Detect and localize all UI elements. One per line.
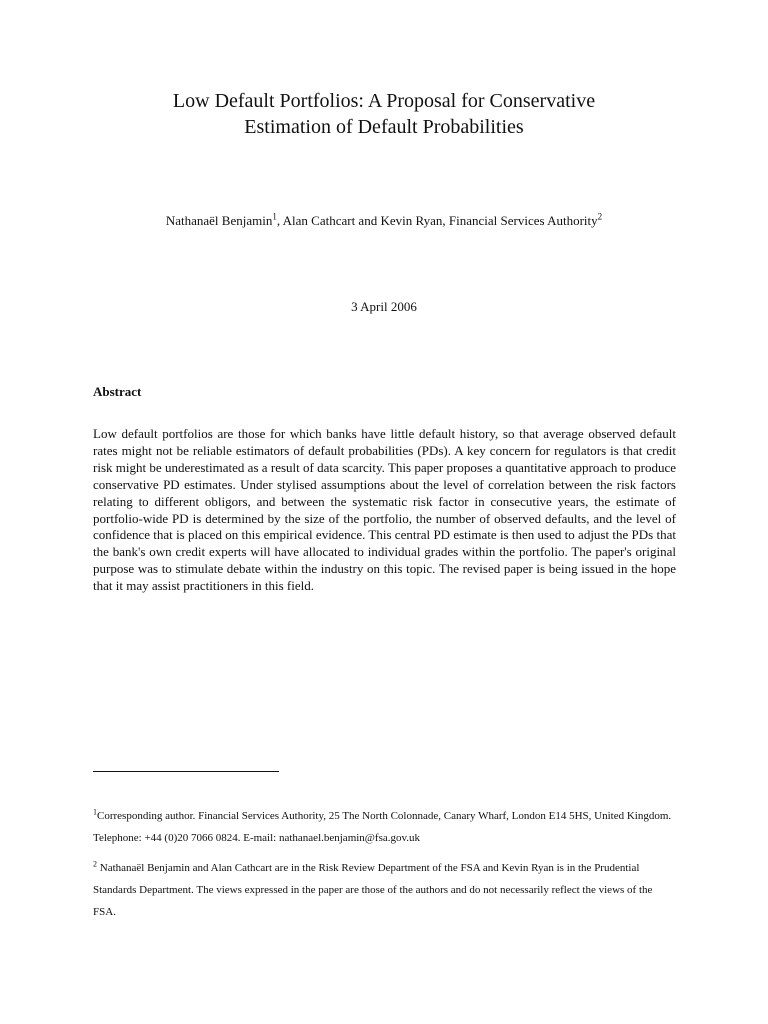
title-line-1: Low Default Portfolios: A Proposal for Conservative <box>172 90 596 112</box>
footnote-1-text: Corresponding author. Financial Services Authority, 25 The North Colonnade, Canary Wharf, London E14 5HS, United Kingdom. Telephone: +44 (0)20 7066 0824. E-mail: nathanael.benjamin@fsa.gov.uk <box>93 810 672 844</box>
footnote-mark-1: 1 <box>272 211 277 222</box>
abstract-heading: Abstract <box>93 384 142 399</box>
footnote-2-mark: 2 <box>93 859 97 869</box>
footnote-2-text: Nathanaël Benjamin and Alan Cathcart are in the Risk Review Department of the FSA and Kevin Ryan is in the Prudential Standards Department. The views expressed in the paper are those of the authors and do not necessarily reflect the views of the FSA. <box>93 862 653 918</box>
footnote-1-mark: 1 <box>93 807 97 817</box>
title-line-2: Estimation of Default Probabilities <box>244 116 524 138</box>
footnote-2 <box>93 857 676 923</box>
other-authors: , Alan Cathcart and Kevin Ryan, Financial Services Authority <box>276 213 598 228</box>
author-line <box>60 212 708 230</box>
paper-title <box>60 88 708 140</box>
abstract-body: Low default portfolios are those for which banks have little default history, so that average observed default rates might not be reliable estimators of default probabilities (PDs). A key concern for regulators is that credit risk might be underestimated as a result of data scarcity. This paper proposes a quantitative approach to produce conservative PD estimates. Under stylised assumptions about the level of correlation between the risk factors relating to different obligors, and between the systematic risk factor in consecutive years, the estimate of portfolio-wide PD is determined by the size of the portfolio, the number of observed defaults, and the level of confidence that is placed on this empirical evidence. This central PD estimate is then used to adjust the PDs that the bank's own credit experts will have allocated to individual grades within the portfolio. The paper's original purpose was to stimulate debate within the industry on this topic. The revised paper is being issued in the hope that it may assist practitioners in this field. <box>93 426 676 594</box>
publication-date: 3 April 2006 <box>351 299 417 314</box>
footnote-separator <box>93 771 279 772</box>
author-1: Nathanaël Benjamin <box>165 213 273 228</box>
footnote-1 <box>93 805 676 849</box>
footnote-mark-2: 2 <box>597 211 603 222</box>
